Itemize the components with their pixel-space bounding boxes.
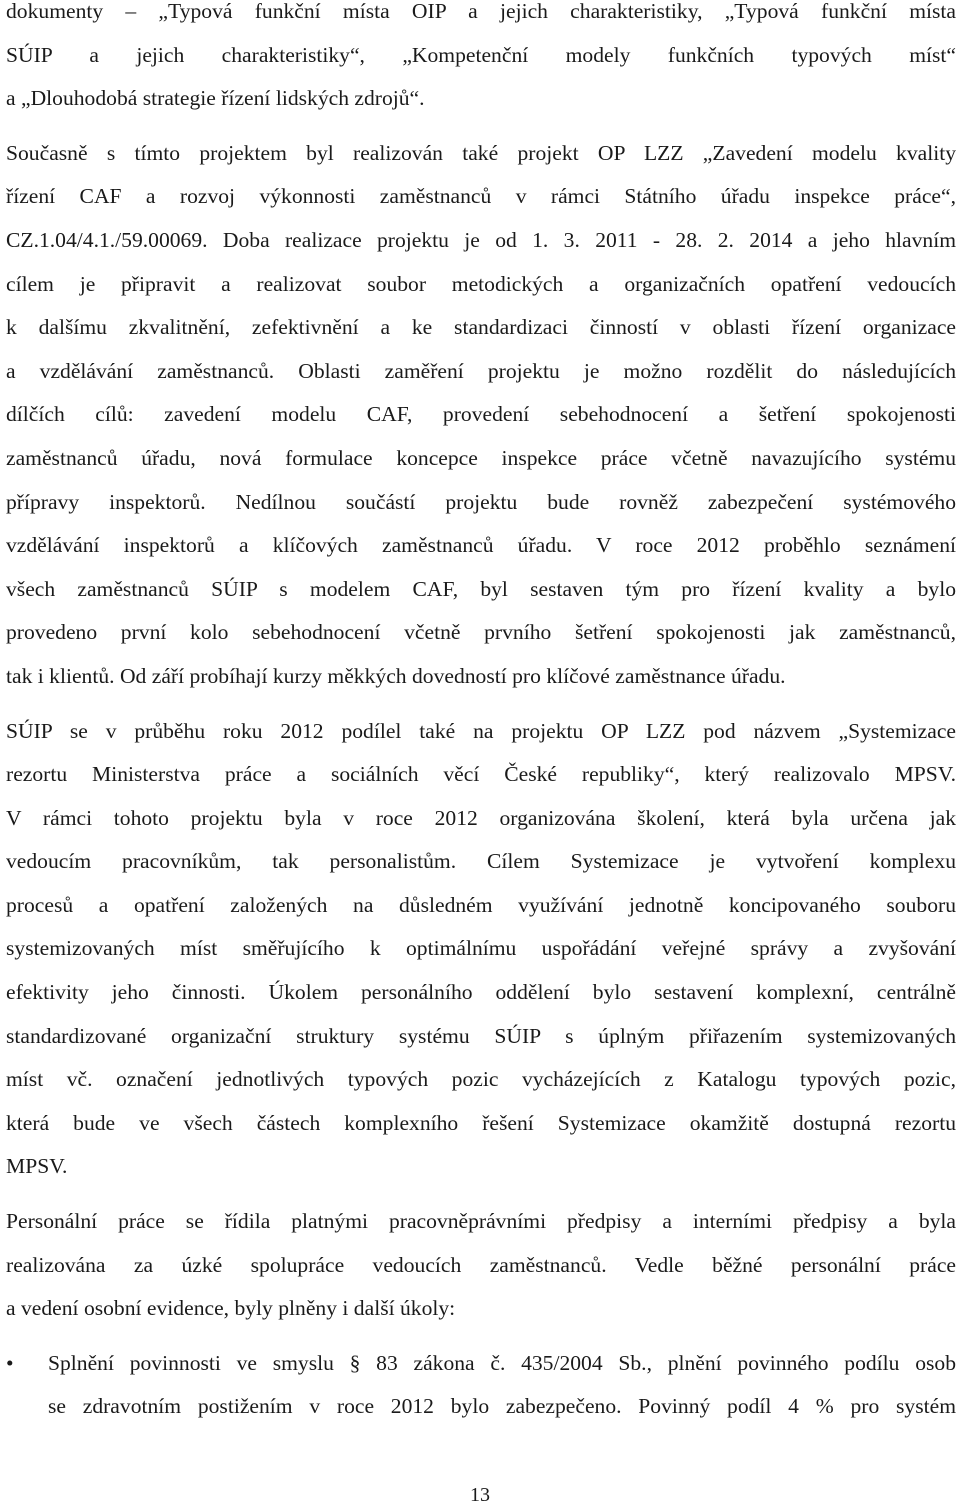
text-line: tak i klientů. Od září probíhají kurzy měkkých dovedností pro klíčové zaměstnance úřadu.: [6, 663, 786, 688]
text-line: SÚIP a jejich charakteristiky“, „Kompetenční modely funkčních typových míst“: [6, 42, 956, 67]
text-line: k dalšímu zkvalitnění, zefektivnění a ke standardizaci činností v oblasti řízení organizace: [6, 315, 956, 340]
list-item: [6, 1342, 956, 1429]
text-line: zaměstnanců úřadu, nová formulace koncepce inspekce práce včetně navazujícího systému: [6, 445, 956, 470]
text-line: efektivity jeho činnosti. Úkolem personálního oddělení bylo sestavení komplexní, centrálně: [6, 980, 956, 1005]
text-line: SÚIP se v průběhu roku 2012 podílel také na projektu OP LZZ pod názvem „Systemizace: [6, 718, 956, 743]
text-line: MPSV.: [6, 1154, 68, 1179]
text-line: vedoucím pracovníkům, tak personalistům. Cílem Systemizace je vytvoření komplexu: [6, 849, 956, 874]
text-line: Personální práce se řídila platnými pracovněprávními předpisy a interními předpisy a byla: [6, 1209, 956, 1234]
text-line: rezortu Ministerstva práce a sociálních věcí České republiky“, který realizovalo MPSV.: [6, 762, 956, 787]
text-line: se zdravotním postižením v roce 2012 bylo zabezpečeno. Povinný podíl 4 % pro systém: [48, 1394, 956, 1419]
text-line: a vzdělávání zaměstnanců. Oblasti zaměření projektu je možno rozdělit do následujících: [6, 358, 956, 383]
text-line: provedeno první kolo sebehodnocení včetně prvního šetření spokojenosti jak zaměstnanců,: [6, 620, 956, 645]
bullet-icon: •: [6, 1350, 14, 1375]
paragraph-continuation: [6, 0, 956, 121]
text-line: standardizované organizační struktury systému SÚIP s úplným přiřazením systemizovaných: [6, 1023, 956, 1048]
text-line: V rámci tohoto projektu byla v roce 2012 organizována školení, která byla určena jak: [6, 805, 956, 830]
text-line: cílem je připravit a realizovat soubor metodických a organizačních opatření vedoucích: [6, 271, 956, 296]
text-line: přípravy inspektorů. Nedílnou součástí projektu bude rovněž zabezpečení systémového: [6, 489, 956, 514]
text-line: Současně s tímto projektem byl realizován také projekt OP LZZ „Zavedení modelu kvality: [6, 140, 956, 165]
text-line: dílčích cílů: zavedení modelu CAF, provedení sebehodnocení a šetření spokojenosti: [6, 402, 956, 427]
document-page: [6, 0, 956, 1429]
text-line: která bude ve všech částech komplexního řešení Systemizace okamžitě dostupná rezortu: [6, 1110, 956, 1135]
text-line: všech zaměstnanců SÚIP s modelem CAF, byl sestaven tým pro řízení kvality a bylo: [6, 576, 956, 601]
text-line: a „Dlouhodobá strategie řízení lidských zdrojů“.: [6, 86, 425, 111]
text-line: Splnění povinnosti ve smyslu § 83 zákona č. 435/2004 Sb., plnění povinného podílu osob: [48, 1350, 956, 1375]
text-line: systemizovaných míst směřujícího k optimálnímu uspořádání veřejné správy a zvyšování: [6, 936, 956, 961]
text-line: procesů a opatření založených na důsledném využívání jednotně koncipovaného souboru: [6, 892, 956, 917]
page-number: 13: [470, 1484, 490, 1506]
text-line: dokumenty – „Typová funkční místa OIP a jejich charakteristiky, „Typová funkční místa: [6, 0, 956, 23]
text-line: CZ.1.04/4.1./59.00069. Doba realizace projektu je od 1. 3. 2011 - 28. 2. 2014 a jeho hlavním: [6, 227, 956, 252]
paragraph-systemizace: [6, 710, 956, 1190]
text-line: vzdělávání inspektorů a klíčových zaměstnanců úřadu. V roce 2012 proběhlo seznámení: [6, 533, 956, 558]
text-line: řízení CAF a rozvoj výkonnosti zaměstnanců v rámci Státního úřadu inspekce práce“,: [6, 184, 956, 209]
text-line: míst vč. označení jednotlivých typových pozic vycházejících z Katalogu typových pozic,: [6, 1067, 956, 1092]
paragraph-caf-project: [6, 132, 956, 699]
text-line: realizována za úzké spolupráce vedoucích zaměstnanců. Vedle běžné personální práce: [6, 1252, 956, 1277]
paragraph-personnel-work: [6, 1200, 956, 1331]
bullet-list: [6, 1342, 956, 1429]
text-line: a vedení osobní evidence, byly plněny i další úkoly:: [6, 1296, 456, 1321]
